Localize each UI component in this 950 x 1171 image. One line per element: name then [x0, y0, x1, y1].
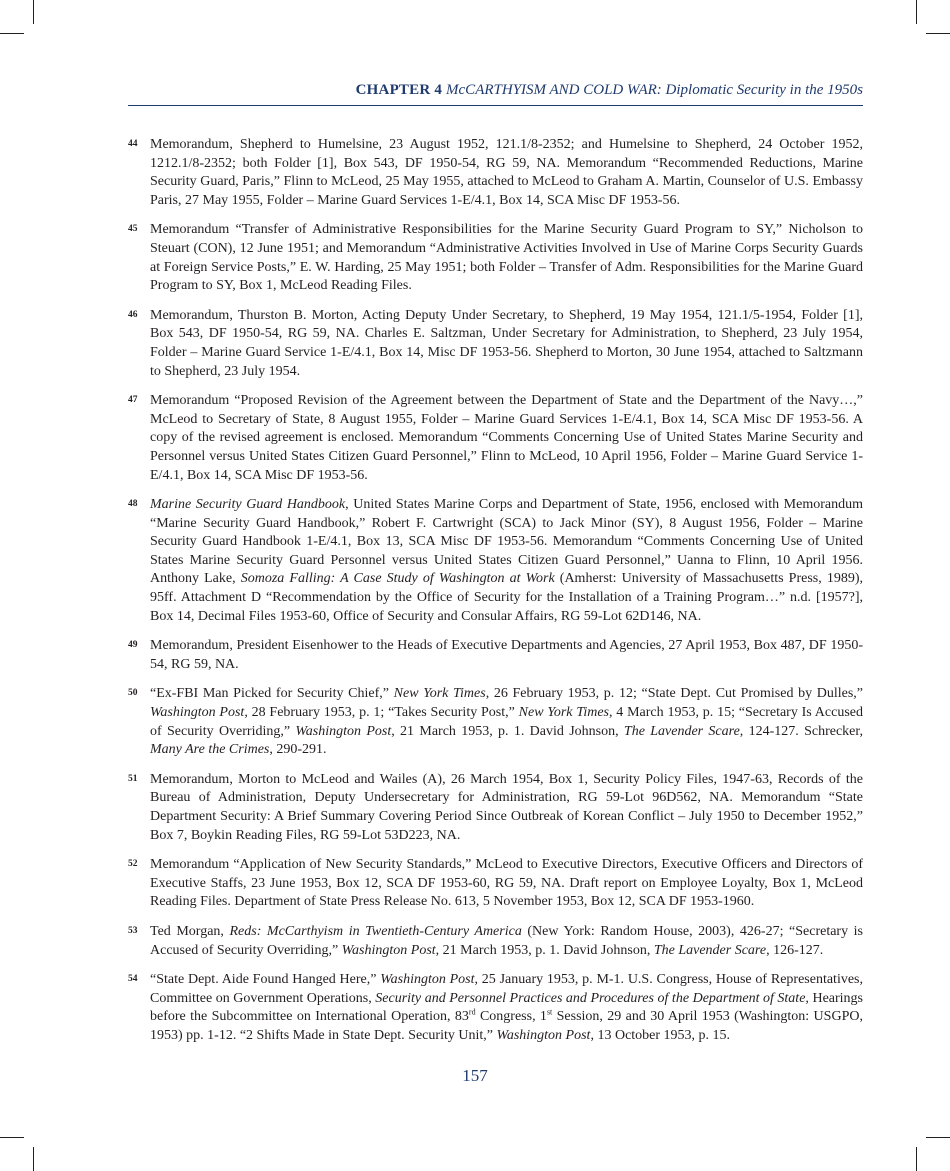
footnote-segment: , 4 March 1953, p. 15; “Secretary Is Accused of Security Overriding,” [150, 705, 863, 739]
footnote-segment: , 28 February 1953, p. 1; “Takes Security Post,” [244, 705, 519, 721]
footnote-segment: , 21 March 1953, p. 1. David Johnson, [435, 942, 654, 958]
footnote-text [150, 222, 863, 293]
footnote-text [150, 638, 863, 672]
footnote-title: Reds: McCarthyism in Twentieth-Century America [229, 923, 522, 939]
footnote-segment: , 290-291. [269, 742, 327, 758]
footnote-number: 52 [128, 859, 138, 870]
footnote [128, 685, 863, 759]
crop-mark [926, 1137, 950, 1138]
footnote-segment: (New York: Random House, 2003), 426-27; “Secretary is Accused of Security Overriding,” [150, 923, 863, 958]
footnote-text [150, 857, 863, 909]
footnote-segment: (Amherst: University of Massachusetts Press, 1989), 95ff. Attachment D “Recommendation by the Office of Security for the Installation of a Training Program…” n.d. [1957?], Box 14, Decimal Files 1953-60, Office of Security and Consular Affairs, RG 59-Lot 62D146, NA. [150, 571, 863, 624]
crop-mark [33, 1147, 34, 1171]
footnote-segment: “State Dept. Aide Found Hanged Here,” [150, 972, 381, 988]
crop-mark [0, 33, 24, 34]
chapter-label: CHAPTER 4 [355, 82, 443, 98]
footnote-number: 48 [128, 499, 138, 510]
footnote-segment: Memorandum, Shepherd to Humelsine, 23 August 1952, 121.1/8-2352; and Humelsine to Shepherd, 24 October 1952, 1212.1/8-2352; both Folder [1], Box 543, DF 1950-54, RG 59, NA. Memorandum “Recommended Reductions, Marine Security Guard, Paris,” Flinn to McLeod, 25 May 1955, attached to McLeod to Graham A. Martin, Counselor of U.S. Embassy Paris, 27 May 1955, Folder – Marine Guard Services 1-E/4.1, Box 14, SCA Misc DF 1953-56. [150, 137, 863, 208]
footnote-segment: , 26 February 1953, p. 12; “State Dept. Cut Promised by Dulles,” [485, 686, 864, 702]
footnote-number: 47 [128, 395, 138, 406]
header-rule [128, 105, 863, 106]
footnote [128, 971, 863, 1045]
footnote-segment: Session, 29 and 30 April 1953 (Washington: USGPO, 1953) pp. 1-12. “2 Shifts Made in State Dept. Security Unit,” [150, 1009, 863, 1043]
footnote-segment: Memorandum, Morton to McLeod and Wailes (A), 26 March 1954, Box 1, Security Policy Files, 1947-63, Records of the Bureau of Administration, Deputy Undersecretary for Administration, RG 59-Lot 96D562, NA. Memorandum “State Department Security: A Brief Summary Covering Period Since Outbreak of Korean Conflict – July 1950 to December 1952,” Box 7, Boykin Reading Files, RG 59-Lot 53D223, NA. [150, 771, 863, 843]
footnote-segment: Memorandum “Application of New Security Standards,” McLeod to Executive Directors, Executive Officers and Directors of Executive Staffs, 23 June 1953, Box 12, SCA DF 1953-60, RG 59, NA. Draft report on Employee Loyalty, Box 1, McLeod Reading Files. Department of State Press Release No. 613, 5 November 1953, Box 12, SCA DF 1953-1960. [150, 857, 863, 910]
footnote-title: Many Are the Crimes [150, 742, 270, 758]
footnote-number: 54 [128, 974, 138, 985]
footnote [128, 221, 863, 295]
footnote-segment: “Ex-FBI Man Picked for Security Chief,” [150, 686, 394, 702]
footnote-text [150, 772, 863, 843]
footnote-segment: Ted Morgan, [150, 923, 230, 939]
footnote-text [150, 137, 863, 208]
footnote-number: 46 [128, 309, 138, 320]
crop-mark [33, 0, 34, 24]
footnote-title: Somoza Falling: A Case Study of Washington at Work [240, 571, 555, 587]
footnote [128, 136, 863, 210]
footnote-text [150, 308, 863, 379]
footnote-number: 44 [128, 139, 138, 149]
footnote-text [150, 924, 863, 958]
footnote [128, 496, 863, 626]
footnote-segment: , 25 January 1953, p. M-1. U.S. Congress, House of Representatives, Committee on Government Operations, [150, 972, 863, 1006]
footnote-segment: , 13 October 1953, p. 15. [590, 1027, 731, 1043]
footnote-number: 53 [128, 925, 138, 936]
footnote [128, 923, 863, 960]
crop-mark [916, 1147, 917, 1171]
footnote-segment: , 21 March 1953, p. 1. David Johnson, [391, 723, 624, 739]
running-header [128, 82, 863, 99]
footnote-segment: Memorandum “Transfer of Administrative Responsibilities for the Marine Security Guard Program to SY,” Nicholson to Steuart (CON), 12 June 1951; and Memorandum “Administrative Activities Involved in Use of Marine Corps Security Guards at Foreign Service Posts,” E. W. Harding, 25 May 1951; both Folder – Transfer of Adm. Responsibilities for the Marine Guard Program to SY, Box 1, McLeod Reading Files. [150, 222, 863, 294]
footnote-segment: , 126-127. [766, 942, 824, 958]
footnote-title: The Lavender Scare [623, 723, 740, 739]
crop-mark [0, 1137, 24, 1138]
footnote-number: 49 [128, 640, 138, 651]
footnote-title: Marine Security Guard Handbook [150, 497, 346, 513]
footnote-title: New York Times [393, 686, 486, 702]
footnote-title: Washington Post [496, 1027, 591, 1043]
footnote-segment: , Hearings before the Subcommittee on International Operation, 83 [150, 990, 863, 1025]
footnote-segment: Memorandum “Proposed Revision of the Agreement between the Department of State and the Department of the Navy…,” McLeod to Secretary of State, 8 August 1955, Folder – Marine Guard Services 1-E/4.1, Box 14, SCA Misc DF 1953-56. A copy of the revised agreement is enclosed. Memorandum “Comments Concerning Use of United States Marine Security and Personnel versus United States Citizen Guard Personnel,” Flinn to McLeod, 10 April 1956, Folder – Marine Guard Service 1-E/4.1, Box 14, SCA Misc DF 1953-56. [150, 393, 863, 483]
crop-mark [916, 0, 917, 24]
footnote-title: Washington Post [295, 723, 392, 739]
footnote [128, 856, 863, 912]
footnote-number: 45 [128, 224, 138, 235]
footnote-superscript: rd [468, 1007, 476, 1017]
footnote-text [150, 686, 863, 757]
footnote-text [150, 972, 863, 1043]
chapter-subtitle: McCARTHYISM AND COLD WAR: Diplomatic Security in the 1950s [446, 82, 863, 98]
crop-mark [926, 33, 950, 34]
footnote [128, 392, 863, 485]
footnotes-list [128, 136, 863, 1057]
footnote-title: Washington Post [150, 705, 245, 721]
footnote-number: 51 [128, 773, 138, 784]
footnote [128, 307, 863, 381]
footnote-superscript: st [546, 1007, 553, 1017]
footnote [128, 771, 863, 845]
footnote-number: 50 [128, 688, 138, 699]
footnote-title: New York Times [518, 705, 609, 721]
footnote-segment: Memorandum, Thurston B. Morton, Acting Deputy Under Secretary, to Shepherd, 19 May 1954, 121.1/5-1954, Folder [1], Box 543, DF 1950-54, RG 59, NA. Charles E. Saltzman, Under Secretary for Administration, to Shepherd, 23 July 1954, Folder – Marine Guard Service 1-E/4.1, Box 14, Misc DF 1953-56. Shepherd to Morton, 30 June 1954, attached to Saltzmann to Shepherd, 23 July 1954. [150, 307, 863, 379]
footnote-title: Security and Personnel Practices and Procedures of the Department of State [375, 990, 806, 1006]
footnote-title: The Lavender Scare [653, 942, 767, 958]
footnote-title: Washington Post [341, 942, 436, 958]
footnote-title: Washington Post [380, 972, 475, 988]
footnote-segment: , United States Marine Corps and Department of State, 1956, enclosed with Memorandum “Marine Security Guard Handbook,” Robert F. Cartwright (SCA) to Jack Minor (SY), 8 August 1956, Folder – Marine Security Guard Handbook 1-E/4.1, Box 13, SCA Misc DF 1953-56. Memorandum “Comments Concerning Use of United States Marine Security Guard Personnel versus United States Citizen Guard Personnel,” Uanna to Flinn, 10 April 1956. Anthony Lake, [150, 497, 864, 587]
footnote-text [150, 497, 863, 624]
footnote-text [150, 393, 863, 482]
page-number: 157 [462, 1066, 488, 1085]
footnote-segment: Congress, 1 [475, 1009, 547, 1025]
footnote-segment: Memorandum, President Eisenhower to the Heads of Executive Departments and Agencies, 27 April 1953, Box 487, DF 1950-54, RG 59, NA. [150, 638, 863, 672]
footnote [128, 637, 863, 674]
footnote-segment: , 124-127. Schrecker, [739, 723, 863, 739]
